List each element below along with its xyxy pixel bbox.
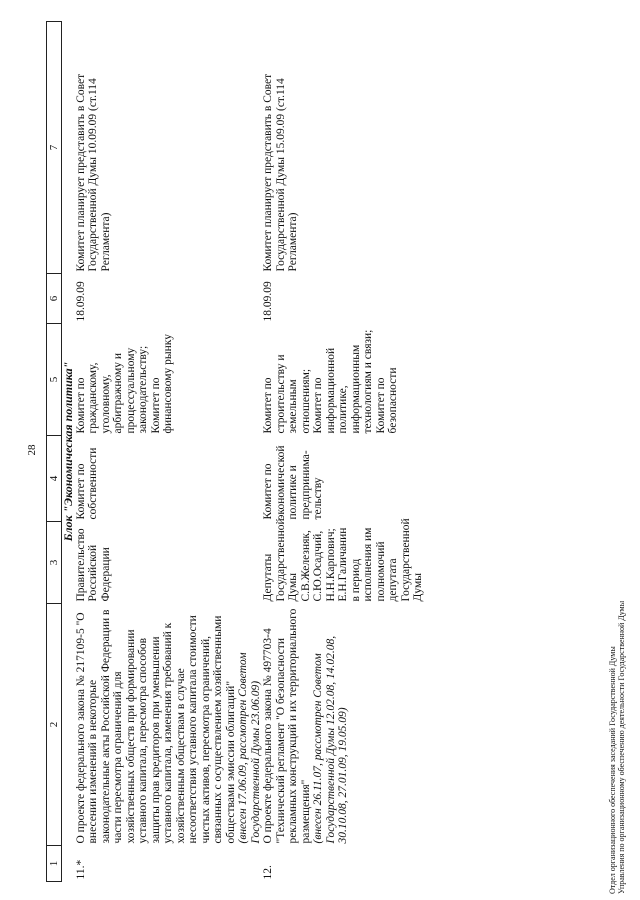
header-row	[47, 22, 62, 882]
date-cell: 18.09.09	[262, 281, 274, 322]
plan-cell: Комитет планирует представить в Совет Государственной Думы 10.09.09 (ст.114 Регламента)	[74, 73, 112, 272]
table-row	[75, 22, 263, 882]
bill-note: (внесен 17.06.09, рассмотрен Советом Государственной Думы 23.06.09)	[237, 652, 262, 844]
co-committees-cell: Комитет по гражданскому, уголовному, арбитражному и процессуальному законодательству; Комитет по финансовому рынку	[74, 334, 174, 434]
table-row	[262, 22, 425, 882]
bill-cell	[262, 604, 425, 846]
col-header-2: 2	[47, 604, 62, 846]
col-header-4: 4	[47, 436, 62, 522]
initiator-cell: Депутаты Государственной Думы С.В.Железняк, С.Ю.Осадчий, Н.Н.Карпович; Е.Н.Галичанин в период исполнения им полномочий депутата Государственной Думы	[262, 518, 424, 602]
date-cell: 18.09.09	[74, 281, 87, 322]
bill-cell	[75, 604, 263, 846]
col-header-5: 5	[47, 324, 62, 436]
bill-title: О проекте федерального закона № 497703-4 "Технический регламент "О безопасности рекламных конструкций и их территориального размещения"	[262, 608, 312, 844]
col-header-3: 3	[47, 522, 62, 604]
col-header-1: 1	[47, 846, 62, 882]
row-number: 12.	[262, 865, 274, 880]
footer-line-1: Отдел организационного обеспечения заседаний Государственной Думы	[608, 646, 617, 894]
col-header-7: 7	[47, 22, 62, 274]
footer-line-2: Управления по организационному обеспечению деятельности Государственной Думы	[617, 600, 626, 894]
row-number: 11.*	[74, 859, 87, 880]
block-title: Блок "Экономическая политика"	[61, 361, 75, 542]
footer	[608, 601, 626, 894]
committee-cell: Комитет по собственности	[74, 447, 99, 520]
committee-cell: Комитет по экономической политике и предпринима-тельству	[262, 445, 324, 520]
col-header-6: 6	[47, 274, 62, 324]
bill-title: О проекте федерального закона № 217109-5 "О внесении изменений в некоторые законодательные акты Российской Федерации в части пересмотра ограничений для хозяйственных обществ при формировании уставного капитала, пересмотра способов защиты прав кредиторов при уменьшении уставного капитала, изменения требований к хозяйственным обществам в случае несоответствия уставного капитала стоимости чистых активов, пересмотра ограничений, связанных с осуществлением хозяйственными обществами эмиссии облигаций"	[74, 609, 237, 844]
block-title-row	[62, 22, 75, 882]
bill-note: (внесен 26.11.07, рассмотрен Советом Государственной Думы 12.02.08, 14.02.08, 30.10.08, 27.01.09, 19.05.09)	[312, 635, 349, 844]
co-committees-cell: Комитет по строительству и земельным отношениям; Комитет по информационной политике, информационным технологиям и связи; Комитет по безопасности	[262, 329, 399, 434]
initiator-cell: Правительство Российской Федерации	[74, 528, 112, 602]
page-number: 28	[26, 444, 38, 456]
agenda-table	[46, 21, 425, 882]
plan-cell: Комитет планирует представить в Совет Государственной Думы 15.09.09 (ст.114 Регламента)	[262, 73, 299, 272]
